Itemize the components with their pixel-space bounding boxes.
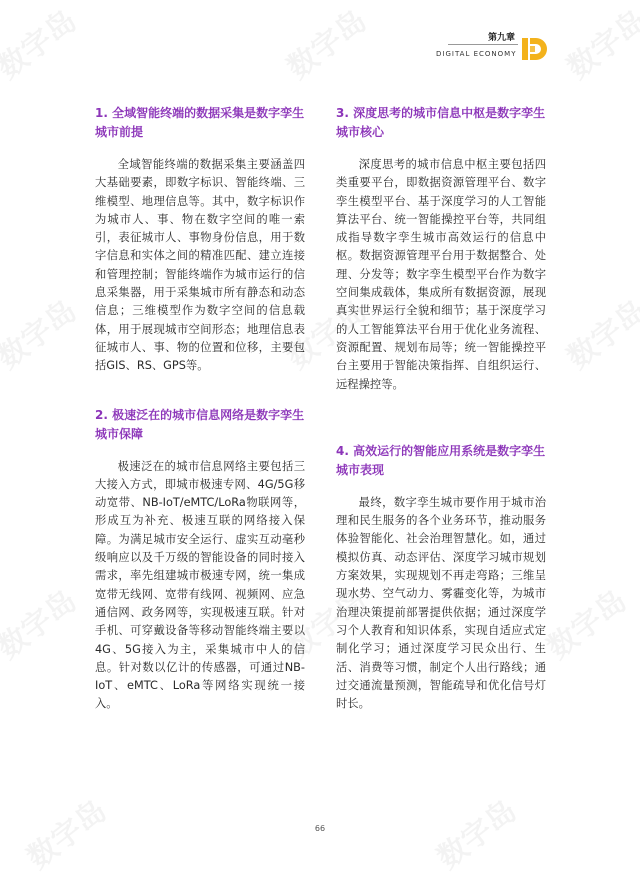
watermark-text — [0, 577, 84, 667]
page-number: 66 — [314, 824, 326, 833]
watermark-text — [536, 577, 634, 667]
section-body: 最终，数字孪生城市要作用于城市治理和民生服务的各个业务环节，推动服务体验智能化、社会治理智慧化。如，通过模拟仿真、动态评估、深度学习城市规划方案效果，实现规划不再走弯路；三维呈现水势、空气动力、雾霾变化等，为城市治理决策提前部署提供依据；通过深度学习个人教育和知识体系，实现自适应式定制化学习；通过深度学习民众出行、生活、消费等习惯，制定个人出行路线；通过交通流量预测，智能疏导和优化信号灯时长。 — [336, 495, 546, 711]
chapter-label: 第九章 — [488, 33, 516, 43]
digital-economy-logo-icon — [520, 34, 550, 64]
section-title: 2. 极速泛在的城市信息网络是数字孪生城市保障 — [95, 407, 305, 441]
watermark-text — [556, 0, 640, 87]
watermark-text — [0, 287, 84, 377]
section-title: 1. 全域智能终端的数据采集是数字孪生城市前提 — [95, 106, 305, 139]
header-rule — [448, 44, 518, 45]
section-body: 极速泛在的城市信息网络主要包括三大接入方式，即城市极速专网、4G/5G移动宽带、NB-IoT/eMTC/LoRa物联网等，形成互为补充、极速互联的网络接入保障。为满足城市安全运行、虚实互动毫秒级响应以及千万级的智能设备的同时接入需求，率先组建城市极速专网，统一集成宽带无线网、宽带有线网、视频网、应急通信网、政务网等，实现极速互联。针对手机、可穿戴设备等移动智能终端主要以4G、5G接入为主，采集城市中人的信息。针对数以亿计的传感器，可通过NB-IoT、eMTC、LoRa等网络实现统一接入。 — [95, 459, 305, 711]
section-body: 全域智能终端的数据采集主要涵盖四大基础要素，即数字标识、智能终端、三维模型、地理信息等。其中，数字标识作为城市人、事、物在数字空间的唯一索引，表征城市人、事物身份信息，用于数字信息和实体之间的精准匹配、建立连接和管理控制；智能终端作为城市运行的信息采集器，用于采集城市所有静态和动态信息；三维模型作为数字空间的信息载体，用于展现城市空间形态；地理信息表征城市人、事、物的位置和位移，主要包括GIS、RS、GPS等。 — [95, 158, 305, 373]
left-column — [95, 104, 305, 714]
section-body: 深度思考的城市信息中枢主要包括四类重要平台，即数据资源管理平台、数字孪生模型平台、基于深度学习的人工智能算法平台、统一智能操控平台等，共同组成指导数字孪生城市高效运行的信息中枢。数据资源管理平台用于数据整合、处理、分发等；数字孪生模型平台作为数字空间集成载体，集成所有数据资源，展现真实世界运行全貌和细节；基于深度学习的人工智能算法平台用于优化业务流程、资源配置、规划布局等；统一智能操控平台主要用于智能决策指挥、自组织运行、远程操控等。 — [336, 158, 546, 391]
section-title: 3. 深度思考的城市信息中枢是数字孪生城市核心 — [336, 106, 546, 139]
right-column — [336, 104, 546, 713]
section-title: 4. 高效运行的智能应用系统是数字孪生城市表现 — [336, 443, 546, 477]
header-subtitle: DIGITAL ECONOMY — [436, 50, 517, 58]
watermark-text — [556, 287, 640, 377]
watermark-text — [276, 0, 374, 87]
watermark-text — [0, 0, 84, 87]
